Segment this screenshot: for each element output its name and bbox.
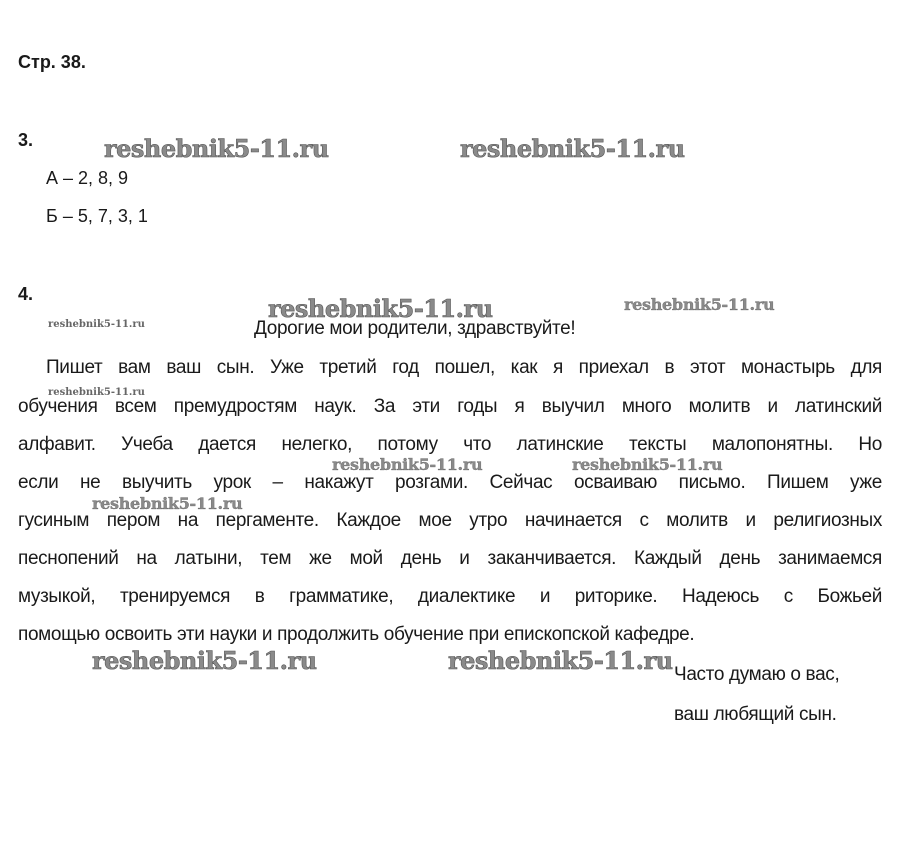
letter-line: алфавит. Учеба дается нелегко, потому что латинские тексты малопонятны. Но — [18, 434, 882, 455]
watermark: reshebnik5-11.ru — [460, 134, 685, 163]
watermark: reshebnik5-11.ru — [92, 646, 317, 675]
letter-signature: ваш любящий сын. — [674, 704, 837, 725]
letter-line: если не выучить урок – накажут розгами. Сейчас осваиваю письмо. Пишем уже — [18, 472, 882, 493]
watermark: reshebnik5-11.ru — [268, 294, 493, 323]
letter-line: музыкой, тренируемся в грамматике, диалектике и риторике. Надеюсь с Божьей — [18, 586, 882, 607]
watermark: reshebnik5-11.ru — [332, 455, 483, 474]
task-3-answer-b: Б – 5, 7, 3, 1 — [46, 206, 148, 226]
watermark: reshebnik5-11.ru — [572, 455, 723, 474]
letter-line: помощью освоить эти науки и продолжить обучение при епископской кафедре. — [18, 624, 695, 645]
letter-line: гусиным пером на пергаменте. Каждое мое утро начинается с молитв и религиозных — [18, 510, 882, 531]
watermark: reshebnik5-11.ru — [104, 134, 329, 163]
letter-line: песнопений на латыни, тем же мой день и заканчивается. Каждый день занимаемся — [18, 548, 882, 569]
watermark: reshebnik5-11.ru — [448, 646, 673, 675]
letter-line: обучения всем премудростям наук. За эти годы я выучил много молитв и латинский — [18, 396, 882, 417]
watermark: reshebnik5-11.ru — [48, 319, 145, 330]
letter-line: Пишет вам ваш сын. Уже третий год пошел, как я приехал в этот монастырь для — [46, 357, 882, 378]
watermark: reshebnik5-11.ru — [624, 295, 775, 314]
letter-greeting: Дорогие мои родители, здравствуйте! — [254, 318, 576, 339]
watermark: reshebnik5-11.ru — [48, 387, 145, 398]
task-3-number: 3. — [18, 130, 34, 150]
page-header: Стр. 38. — [18, 52, 86, 72]
watermark: reshebnik5-11.ru — [92, 494, 243, 513]
letter-closing: Часто думаю о вас, — [674, 664, 840, 685]
task-4-number: 4. — [18, 284, 34, 304]
task-3-answer-a: А – 2, 8, 9 — [46, 168, 129, 188]
